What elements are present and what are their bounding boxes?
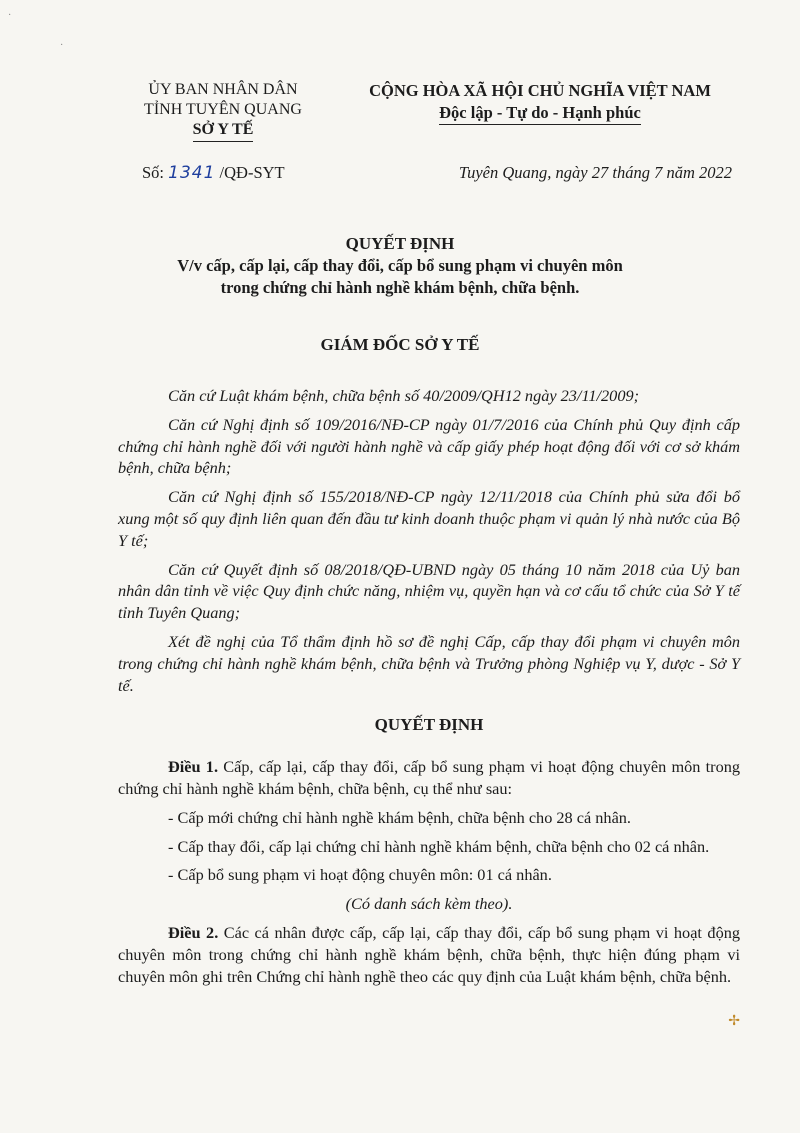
legal-basis-2: Căn cứ Nghị định số 109/2016/NĐ-CP ngày 01/7/2016 của Chính phủ Quy định cấp chứng chỉ hành nghề đối với người hành nghề và cấp giấy phép hoạt động đối với cơ sở khám bệnh, chữa bệnh;	[118, 414, 740, 478]
doc-number-prefix: Số:	[142, 163, 169, 182]
issuing-agency	[128, 80, 318, 142]
article-2-text: Các cá nhân được cấp, cấp lại, cấp thay đổi, cấp bổ sung phạm vi hoạt động chuyên môn trong chứng chỉ hành nghề khám bệnh, chữa bệnh, thực hiện đúng phạm vi chuyên môn ghi trên Chứng chỉ hành nghề theo các quy định của Luật khám bệnh, chữa bệnh.	[118, 922, 740, 986]
title-line-1: V/v cấp, cấp lại, cấp thay đổi, cấp bổ sung phạm vi chuyên môn	[177, 256, 623, 275]
doc-number-handwritten: 1341	[168, 163, 216, 183]
nation-name: CỘNG HÒA XÃ HỘI CHỦ NGHĨA VIỆT NAM	[369, 81, 711, 100]
scan-speck: ·	[8, 10, 12, 21]
agency-line-2: TỈNH TUYÊN QUANG	[144, 101, 302, 118]
legal-basis-1: Căn cứ Luật khám bệnh, chữa bệnh số 40/2009/QH12 ngày 23/11/2009;	[168, 386, 640, 405]
attachment-note: (Có danh sách kèm theo).	[345, 894, 513, 914]
article-1-item: - Cấp thay đổi, cấp lại chứng chỉ hành nghề khám bệnh, chữa bệnh cho 02 cá nhân.	[168, 836, 710, 856]
article-1	[118, 756, 740, 800]
article-1-item: - Cấp bổ sung phạm vi hoạt động chuyên môn: 01 cá nhân.	[168, 865, 552, 885]
article-2-label: Điều 2.	[168, 922, 219, 942]
article-1-text: Cấp, cấp lại, cấp thay đổi, cấp bổ sung phạm vi hoạt động chuyên môn trong chứng chỉ hành nghề khám bệnh, chữa bệnh, cụ thể như sau:	[118, 757, 740, 798]
decide-heading: QUYẾT ĐỊNH	[374, 715, 484, 735]
page-stamp-mark-icon: ✢	[728, 1013, 740, 1029]
scan-speck: ·	[60, 40, 64, 51]
title-kind: QUYẾT ĐỊNH	[345, 234, 455, 253]
document-number	[142, 163, 285, 183]
place-and-date: Tuyên Quang, ngày 27 tháng 7 năm 2022	[458, 163, 732, 182]
national-motto: Độc lập - Tự do - Hạnh phúc	[439, 102, 641, 125]
doc-number-suffix: /QĐ-SYT	[215, 163, 285, 182]
article-2	[118, 922, 740, 987]
agency-line-1: ỦY BAN NHÂN DÂN	[148, 81, 298, 98]
article-1-item: - Cấp mới chứng chỉ hành nghề khám bệnh, chữa bệnh cho 28 cá nhân.	[168, 807, 632, 827]
legal-basis-4: Căn cứ Quyết định số 08/2018/QĐ-UBND ngày 05 tháng 10 năm 2018 của Uỷ ban nhân dân tỉnh về việc Quy định chức năng, nhiệm vụ, quyền hạn và cơ cấu tổ chức của Sở Y tế tỉnh Tuyên Quang;	[118, 559, 740, 623]
legal-basis-5: Xét đề nghị của Tổ thẩm định hồ sơ đề nghị Cấp, cấp thay đổi phạm vi chuyên môn trong chứng chỉ hành nghề khám bệnh, chữa bệnh và Trưởng phòng Nghiệp vụ Y, dược - Sở Y tế.	[118, 631, 740, 695]
legal-basis-3: Căn cứ Nghị định số 155/2018/NĐ-CP ngày 12/11/2018 của Chính phủ sửa đổi bổ xung một số quy định liên quan đến đầu tư kinh doanh thuộc phạm vi quản lý nhà nước của Bộ Y tế;	[118, 487, 740, 550]
document-title	[0, 233, 800, 299]
national-header	[340, 80, 740, 125]
document-body	[118, 385, 740, 994]
article-1-label: Điều 1.	[168, 757, 219, 777]
agency-department: SỞ Y TẾ	[193, 120, 254, 142]
issuer-title: GIÁM ĐỐC SỞ Y TẾ	[320, 335, 480, 354]
title-line-2: trong chứng chỉ hành nghề khám bệnh, chữa bệnh.	[220, 278, 580, 297]
